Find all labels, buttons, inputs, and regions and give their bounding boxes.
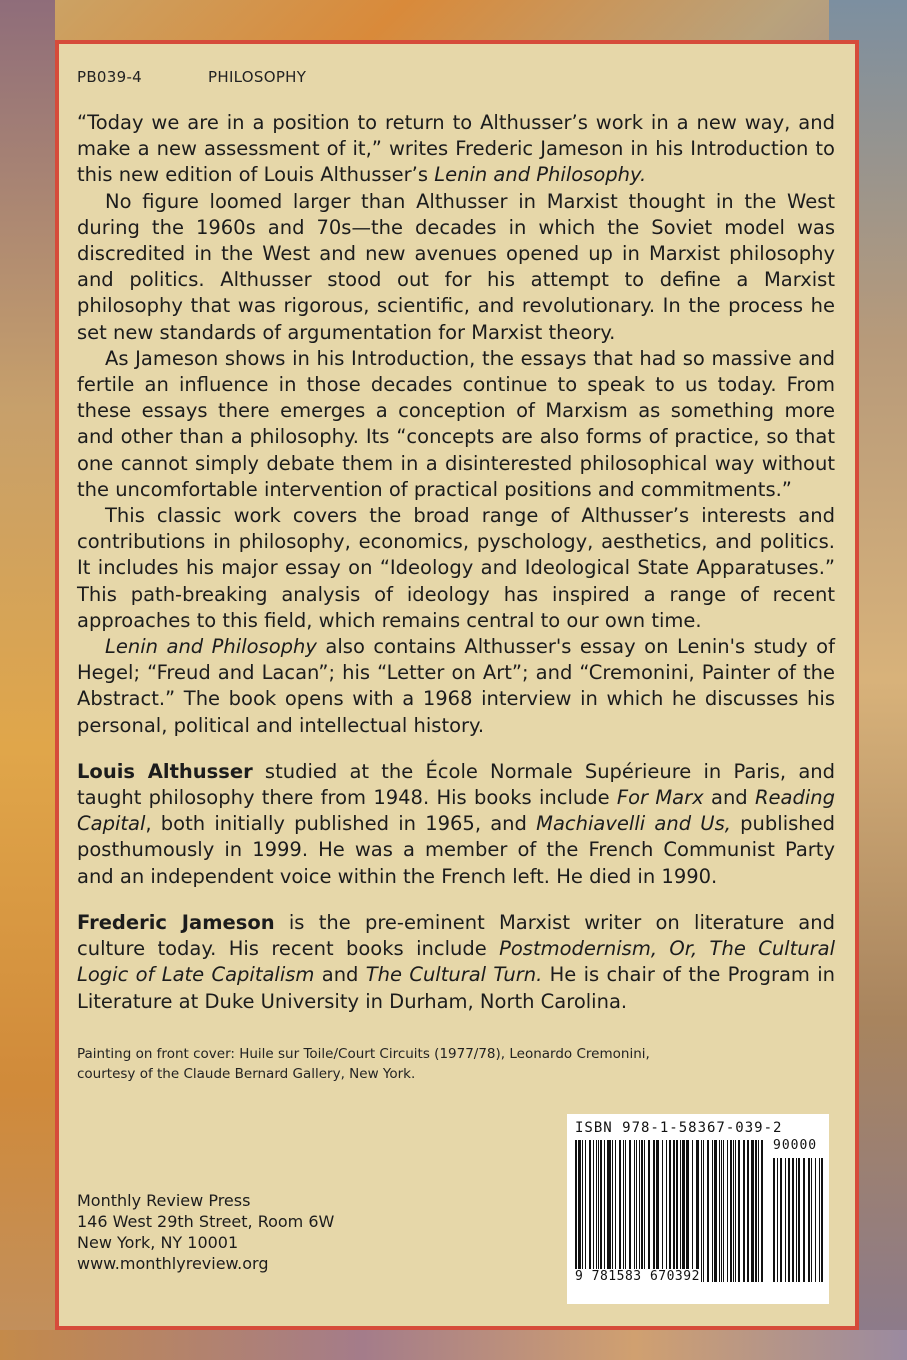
paragraph-5: Lenin and Philosophy also contains Althusser's essay on Lenin's study of Hegel; “Freud and Lacan”; his “Letter on Art”; and “Cremonini, Painter of the Abstract.” The book opens with a 1968 interview in which he discusses his personal, political and intellectual history. [77,635,835,737]
cover-painting-left [0,0,55,1360]
barcode-bar [641,1140,643,1282]
barcode-bar [669,1140,671,1282]
barcode-addon-bars [773,1158,825,1282]
paragraph-1: “Today we are in a position to return to Althusser’s work in a new way, and make a new assessment of it,” writes Frederic Jameson in his Introduction to this new edition of Louis Althusser’s Lenin and Philosophy. [77,111,835,187]
barcode-bar [723,1140,724,1282]
barcode-bar [607,1140,608,1282]
barcode-bar [721,1140,722,1282]
author-name: Louis Althusser [77,759,253,783]
barcode-bar [686,1140,687,1282]
barcode-bar [761,1140,763,1282]
barcode-bar [808,1158,809,1282]
barcode-bar [785,1158,786,1282]
paragraph-3: As Jameson shows in his Introduction, the essays that had so massive and fertile an influence in those decades continue to speak to us today. From these essays there emerges a conception of Marxism as something more and other than a philosophy. Its “concepts are also forms of practice, so that one cannot simply debate them in a disinterested philosophical way without the uncomfortable intervention of practical positions and commitments.” [77,346,835,501]
back-cover-panel [55,40,859,1330]
publisher-city: New York, NY 10001 [77,1233,239,1252]
barcode-bar [747,1140,749,1282]
barcode-bar [751,1140,753,1282]
barcode-bar [755,1140,757,1282]
cover-painting-bottom [0,1330,907,1360]
barcode-bar [648,1140,650,1282]
barcode-bar [662,1140,663,1282]
barcode-bar [596,1140,597,1282]
barcode-bar [780,1158,782,1282]
barcode-bar [796,1158,797,1282]
barcode-bar [612,1140,613,1282]
barcode-bar [803,1158,805,1282]
paragraph-2: No figure loomed larger than Althusser in Marxist thought in the West during the 1960s and 70s—the decades in which the Soviet model was discredited in the West and new avenues opened up in Marxist philosophy and politics. Althusser stood out for his attempt to define a Marxist philosophy that was rigorous, scientific, and revolutionary. In the process he set new standards of argumentation for Marxist theory. [77,189,835,344]
barcode-bar [719,1140,721,1282]
barcode-bar [692,1140,694,1282]
barcode-bar [735,1140,736,1282]
barcode-bar [733,1140,734,1282]
barcode-bar [743,1140,745,1282]
barcode-bar [634,1140,635,1282]
barcode-bar [811,1158,813,1282]
barcode-bar [682,1140,684,1282]
barcode-bar [727,1140,728,1282]
barcode-bar [798,1158,799,1282]
barcode-bar [625,1140,626,1282]
barcode-bar [639,1140,640,1282]
author-bio-jameson: Frederic Jameson is the pre-eminent Marxist writer on literature and culture today. His recent books include Postmodernism, Or, The Cultural Logic of Late Capitalism and The Cultural Turn. He is chair of the Program in Literature at Duke University in Durham, North Carolina. [77,910,835,1013]
isbn-label: ISBN 978-1-58367-039-2 [575,1120,783,1136]
category-label: PHILOSOPHY [208,68,307,86]
barcode-bar [788,1158,790,1282]
barcode-bar [582,1140,583,1282]
barcode-bar [623,1140,624,1282]
barcode-bar [714,1140,716,1282]
barcode-bar [629,1140,631,1282]
barcode-bar [819,1158,820,1282]
barcode-bar [758,1140,760,1282]
paragraph-4: This classic work covers the broad range of Althusser’s interests and contributions in philosophy, economics, pyschology, aesthetics, and politics. It includes his major essay on “Ideology and Ideological State Apparatuses.” This path-breaking analysis of ideology has inspired a range of recent approaches to this field, which remains central to our own time. [77,504,835,632]
barcode-bar [687,1140,689,1282]
barcode-bar [666,1140,668,1282]
blurb [77,110,835,1015]
barcode-bar [608,1140,610,1282]
barcode-bar [696,1140,698,1282]
barcode-bar [636,1140,637,1282]
barcode-bar [777,1158,779,1282]
barcode-bars [575,1140,765,1282]
product-code: PB039-4 [77,68,143,86]
barcode-bar [821,1158,823,1282]
barcode-bar [799,1158,800,1282]
barcode-bar [657,1140,659,1282]
barcode-bar [703,1140,704,1282]
barcode-bar [644,1140,645,1282]
barcode-bar [701,1140,702,1282]
publisher-name: Monthly Review Press [77,1191,251,1210]
barcode-bar [773,1158,775,1282]
publisher-website: www.monthlyreview.org [77,1254,269,1273]
barcode-number: 9 781583 670392 [575,1269,700,1284]
barcode-bar [680,1140,681,1282]
header-row [77,68,306,86]
barcode-bar [674,1140,675,1282]
barcode-bar [619,1140,621,1282]
barcode-bar [712,1140,713,1282]
barcode-bar [673,1140,674,1282]
barcode-bar [730,1140,732,1282]
barcode-bar [589,1140,591,1282]
cover-credit: Painting on front cover: Huile sur Toile/Court Circuits (1977/78), Leonardo Cremonini, courtesy of the Claude Bernard Gallery, New York. [77,1046,650,1082]
barcode-bar [676,1140,678,1282]
barcode-bar [815,1158,816,1282]
barcode-bar [738,1140,740,1282]
barcode-bar [600,1140,602,1282]
barcode-bar [809,1158,810,1282]
barcode [567,1114,829,1304]
publisher-address [77,1190,334,1274]
book-title: Lenin and Philosophy. [434,163,647,187]
barcode-addon-number: 90000 [773,1138,818,1153]
publisher-street: 146 West 29th Street, Room 6W [77,1212,335,1231]
barcode-bar [615,1140,616,1282]
author-bio-althusser: Louis Althusser studied at the École Normale Supérieure in Paris, and taught philosophy there from 1948. His books include For Marx and Reading Capital, both initially published in 1965, and Machiavelli and Us, published posthumously in 1999. He was a member of the French Communist Party and an independent voice within the French left. He died in 1990. [77,759,836,888]
barcode-bar [707,1140,709,1282]
barcode-bar [598,1140,600,1282]
barcode-bar [604,1140,605,1282]
barcode-bar [792,1158,794,1282]
barcode-bar [593,1140,594,1282]
barcode-bar [575,1140,577,1282]
barcode-bar [585,1140,586,1282]
barcode-bar [656,1140,657,1282]
introducer-name: Frederic Jameson [77,910,275,934]
barcode-bar [653,1140,655,1282]
barcode-bar [578,1140,580,1282]
